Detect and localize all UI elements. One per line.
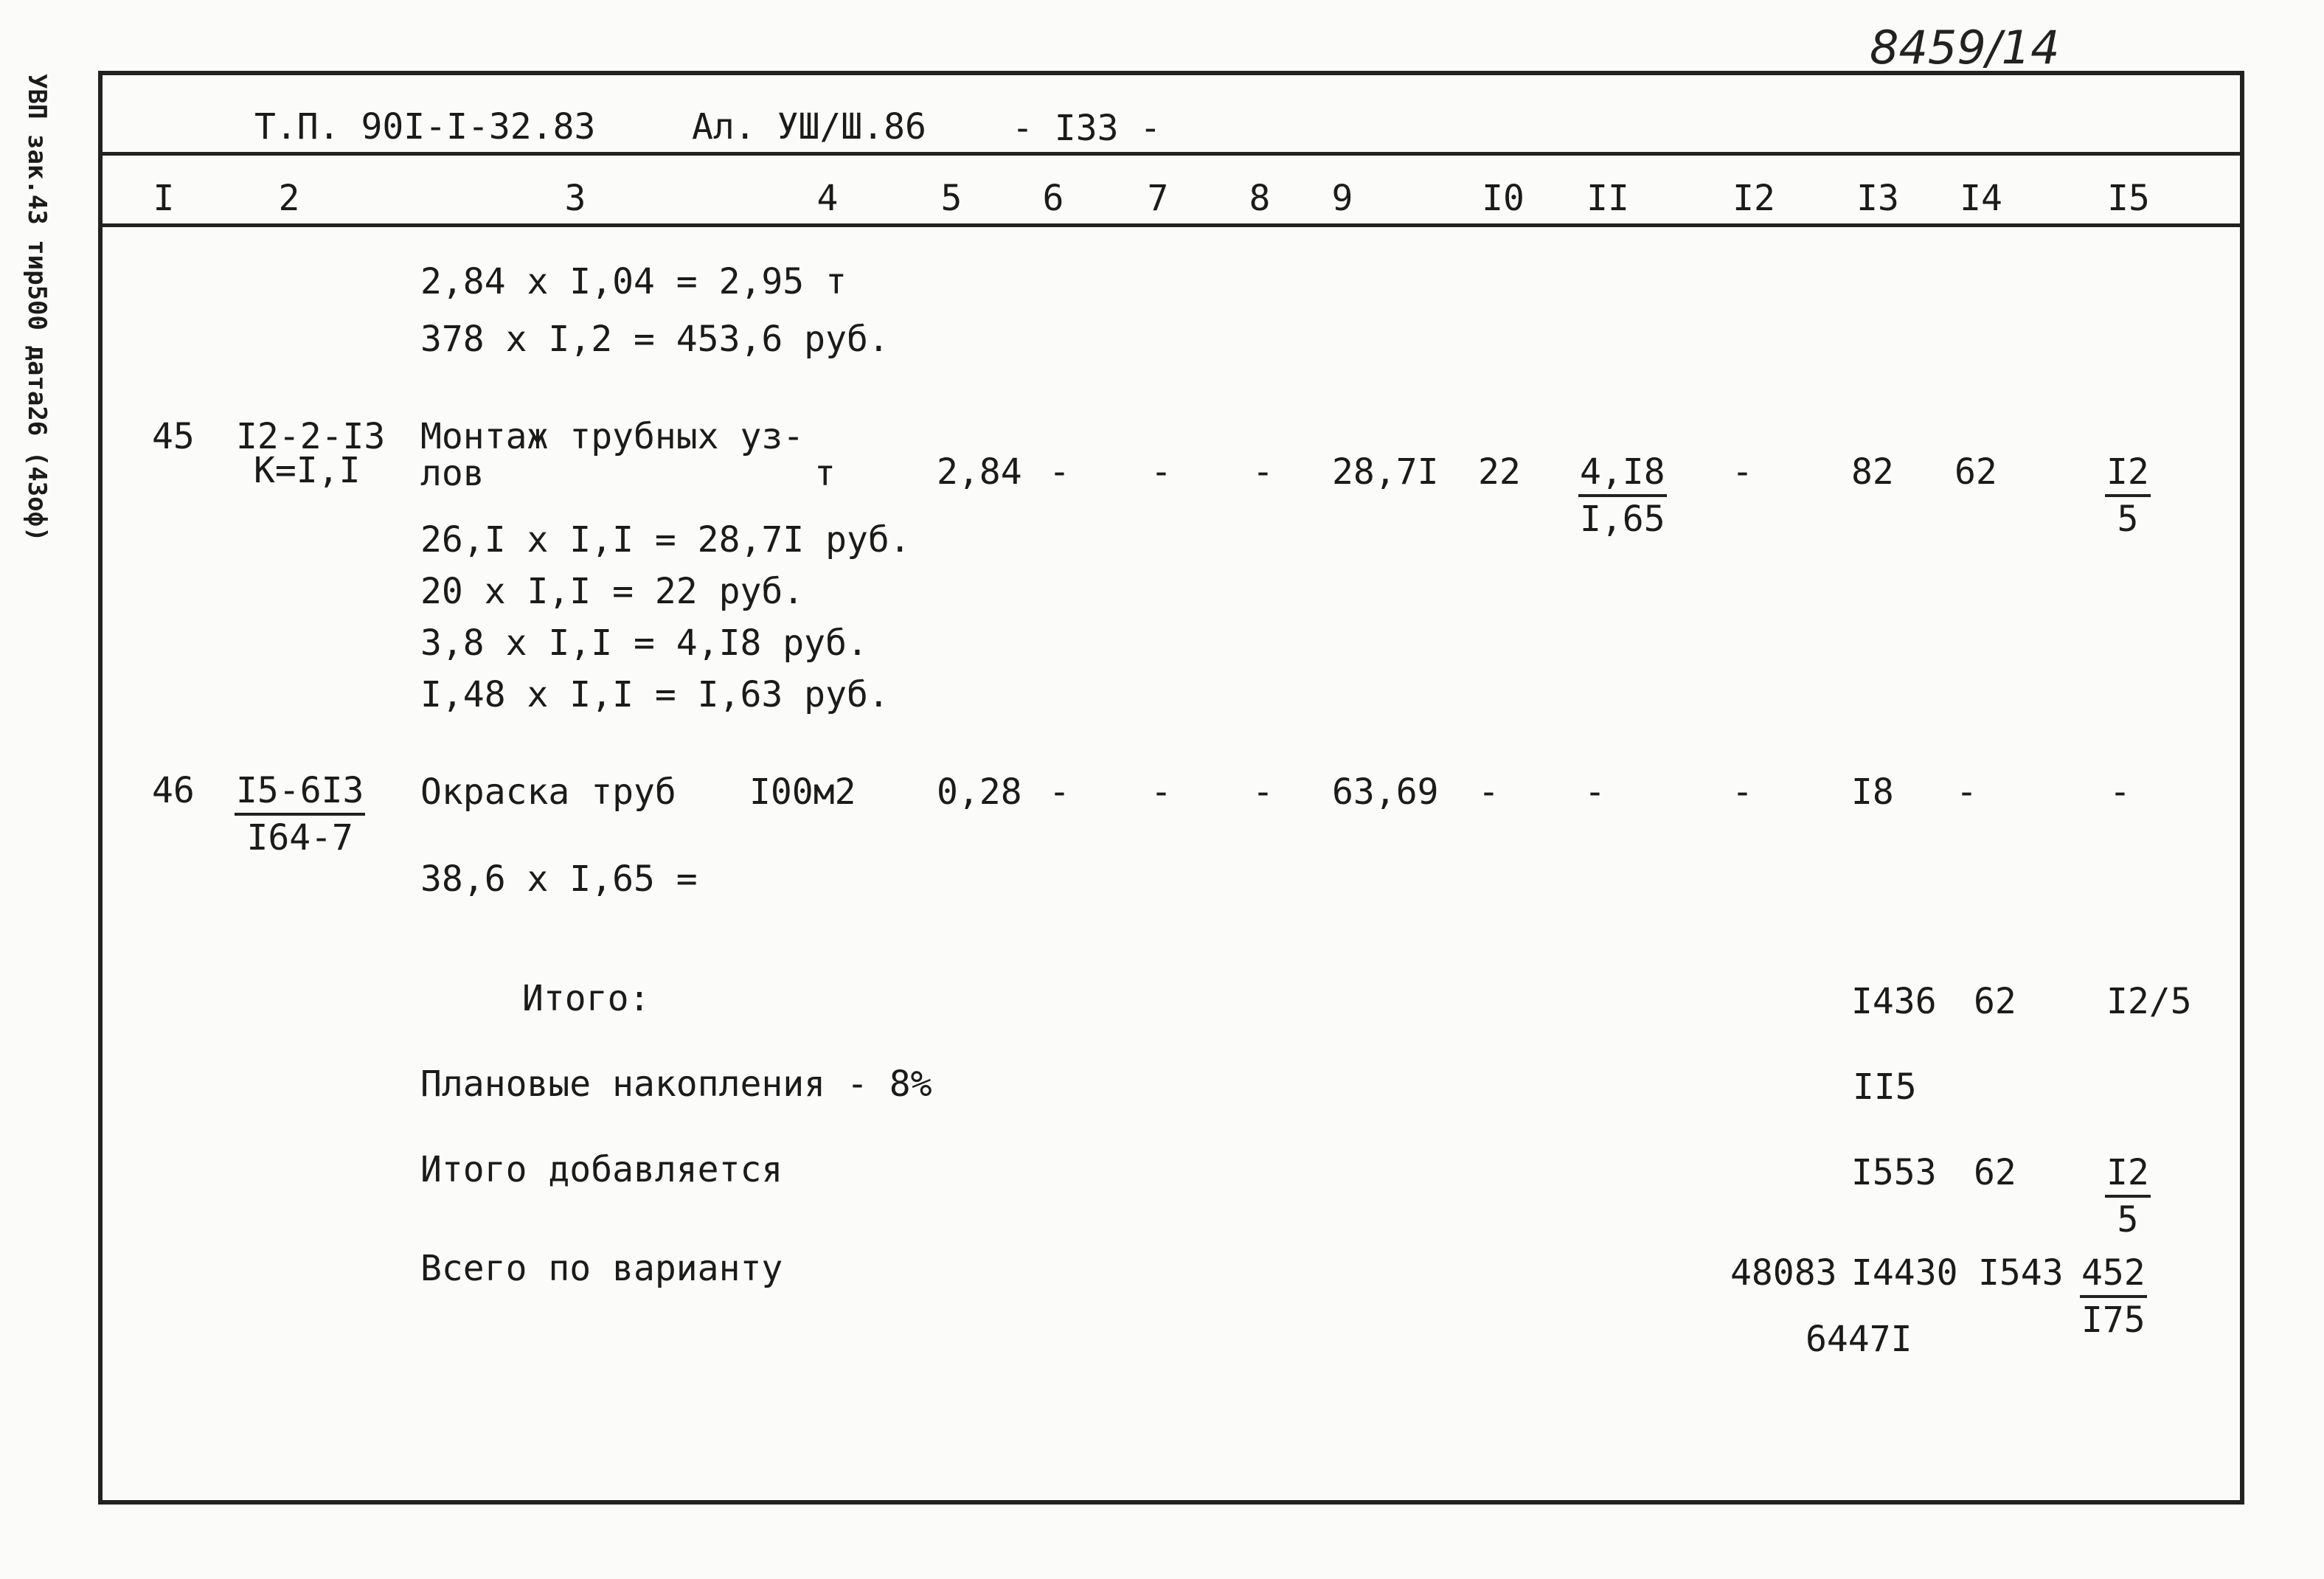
- header-page: - I33 -: [1012, 108, 1162, 149]
- itogo-label: Итого:: [522, 978, 651, 1019]
- row45-calc-2: 20 x I,I = 22 руб.: [420, 571, 805, 612]
- row45-col6: -: [1049, 451, 1070, 493]
- col-1: I: [153, 178, 175, 219]
- itogo-col13: I436: [1851, 981, 1937, 1022]
- col-11: II: [1586, 178, 1629, 219]
- row46-col5: 0,28: [937, 771, 1022, 813]
- row46-col8: -: [1252, 771, 1274, 813]
- row46-col12: -: [1732, 771, 1753, 813]
- row45-col8: -: [1252, 451, 1274, 493]
- row46-name: Окраска труб: [420, 771, 676, 813]
- row45-code: I2-2-I3: [236, 416, 386, 457]
- row45-col12: -: [1732, 451, 1753, 493]
- plan-col13: II5: [1853, 1066, 1917, 1108]
- header-tp: Т.П. 90I-I-32.83: [254, 106, 596, 148]
- row46-col14: -: [1956, 771, 1977, 813]
- row46-code-numerator: I5-6I3: [235, 773, 365, 816]
- all-label: Всего по варианту: [420, 1248, 783, 1289]
- row46-col10: -: [1478, 771, 1499, 813]
- all-col15-numerator: 452: [2080, 1255, 2147, 1298]
- col-7: 7: [1147, 178, 1169, 219]
- row46-col9: 63,69: [1332, 771, 1439, 813]
- row46-code-fraction: [235, 770, 365, 858]
- row46-unit: I00м2: [749, 771, 856, 813]
- row45-col15-denominator: 5: [2117, 499, 2139, 540]
- col-12: I2: [1732, 178, 1775, 219]
- row45-number: 45: [152, 416, 195, 457]
- col-4: 4: [816, 178, 839, 219]
- row46-col15: -: [2109, 771, 2131, 813]
- added-col14: 62: [1974, 1152, 2016, 1193]
- sheet-number: 8459/14: [1870, 21, 2060, 74]
- row45-calc-3: 3,8 x I,I = 4,I8 руб.: [420, 622, 868, 664]
- row46-code-denominator: I64-7: [246, 817, 353, 858]
- row46-col13: I8: [1851, 771, 1894, 813]
- row45-col15-numerator: I2: [2105, 454, 2151, 497]
- col-14: I4: [1960, 178, 2002, 219]
- added-col15-fraction: [2105, 1152, 2151, 1240]
- row45-name-line2: лов: [420, 453, 485, 494]
- col-10: I0: [1482, 178, 1525, 219]
- all-col15-fraction: [2080, 1252, 2147, 1341]
- side-stamp-text: УВП зак.43 тир500 дата26 (43оф): [22, 74, 52, 542]
- all-col15-denominator: I75: [2081, 1299, 2146, 1341]
- col-3: 3: [564, 178, 586, 219]
- added-col15-numerator: I2: [2105, 1155, 2151, 1198]
- row45-calc-1: 26,I x I,I = 28,7I руб.: [420, 519, 911, 561]
- added-col13: I553: [1851, 1152, 1937, 1193]
- col-9: 9: [1331, 178, 1353, 219]
- col-15: I5: [2107, 178, 2150, 219]
- itogo-col15: I2/5: [2106, 981, 2192, 1022]
- row45-col5: 2,84: [937, 451, 1022, 493]
- columns-divider: [98, 223, 2244, 227]
- row45-col9: 28,7I: [1332, 451, 1439, 493]
- all-col14: I543: [1978, 1252, 2064, 1294]
- pre-line-2: 378 x I,2 = 453,6 руб.: [420, 319, 889, 360]
- all-col12: 48083: [1730, 1252, 1837, 1294]
- header-divider: [98, 152, 2244, 156]
- row45-coefficient: К=I,I: [254, 450, 361, 491]
- row46-number: 46: [152, 770, 195, 811]
- row45-col11-numerator: 4,I8: [1578, 454, 1667, 497]
- header-album: Ал. УШ/Ш.86: [692, 106, 926, 148]
- itogo-col14: 62: [1974, 981, 2016, 1022]
- row46-col6: -: [1049, 771, 1070, 813]
- all-sum: 6447I: [1806, 1319, 1912, 1360]
- row45-col14: 62: [1954, 451, 1997, 493]
- row45-col13: 82: [1851, 451, 1894, 493]
- pre-line-1: 2,84 x I,04 = 2,95 т: [420, 261, 847, 302]
- col-5: 5: [940, 178, 962, 219]
- side-stamp: [16, 74, 60, 575]
- row46-col7: -: [1151, 771, 1172, 813]
- row45-calc-4: I,48 x I,I = I,63 руб.: [420, 674, 889, 715]
- row45-col11-fraction: [1578, 451, 1667, 540]
- row45-name-line1: Монтаж трубных уз-: [420, 416, 805, 457]
- col-6: 6: [1042, 178, 1064, 219]
- row45-col10: 22: [1478, 451, 1521, 493]
- col-13: I3: [1856, 178, 1899, 219]
- row45-unit: т: [814, 453, 836, 494]
- all-col13: I4430: [1851, 1252, 1958, 1294]
- plan-label: Плановые накопления - 8%: [420, 1063, 932, 1105]
- row46-col11: -: [1584, 771, 1606, 813]
- row45-col15-fraction: [2105, 451, 2151, 540]
- row46-calc: 38,6 x I,65 =: [420, 858, 698, 900]
- col-2: 2: [278, 178, 300, 219]
- added-label: Итого добавляется: [420, 1149, 783, 1190]
- col-8: 8: [1249, 178, 1271, 219]
- row45-col7: -: [1151, 451, 1172, 493]
- added-col15-denominator: 5: [2117, 1199, 2139, 1240]
- row45-col11-denominator: I,65: [1580, 499, 1665, 540]
